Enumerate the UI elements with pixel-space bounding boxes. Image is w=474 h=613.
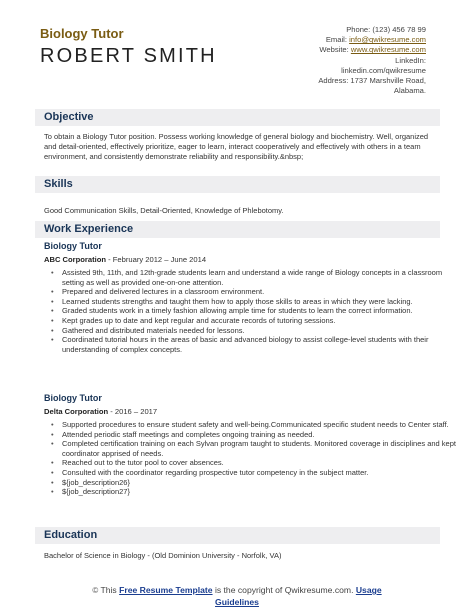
website-label: Website: xyxy=(319,45,351,55)
free-resume-template-link[interactable]: Free Resume Template xyxy=(119,585,213,595)
list-item: • Learned students strengths and taught them how to apply those skills to areas in which they were lacking. xyxy=(62,297,457,307)
list-item: • Prepared and delivered lectures in a classroom environment. xyxy=(62,287,457,297)
objective-text: To obtain a Biology Tutor position. Possess working knowledge of general biology and biochemistry. Well, organized and detail-oriented, effectively prioritize, eager to learn, interact cooperatively and effectively with others in a team environment, and consistently demonstrate reliability and responsibility.&nbsp; xyxy=(44,132,429,161)
email-link[interactable]: info@qwikresume.com xyxy=(349,35,426,45)
skills-text: Good Communication Skills, Detail-Oriented, Knowledge of Phlebotomy. xyxy=(44,206,284,215)
website-link[interactable]: www.qwikresume.com xyxy=(350,45,426,55)
list-item: • Supported procedures to ensure student safety and well-being.Communicated specific student needs to Center staff. xyxy=(62,420,457,430)
email-label: Email: xyxy=(325,35,350,45)
job-2-bullets xyxy=(44,420,457,497)
job-2-title: Biology Tutor xyxy=(44,393,102,403)
email-line xyxy=(206,35,426,45)
list-item: • Attended periodic staff meetings and completes ongoing training as needed. xyxy=(62,430,457,440)
linkedin-label: LinkedIn: xyxy=(395,55,426,65)
education-text: Bachelor of Science in Biology - (Old Dominion University - Norfolk, VA) xyxy=(44,551,282,560)
candidate-name: ROBERT SMITH xyxy=(40,45,217,67)
address-line-1: Address: 1737 Marshville Road, xyxy=(318,76,426,86)
footer-middle: is the copyright of Qwikresume.com. xyxy=(212,585,356,595)
list-item: • ${job_description26} xyxy=(62,478,457,488)
job-1-company: ABC Corporation xyxy=(44,255,107,264)
list-item: • Completed certification training on each Sylvan program taught to students. Monitored coverage in disciplines and kept coordinator apprised of needs. xyxy=(62,439,457,458)
footer-line-1 xyxy=(0,585,474,597)
list-item: • Consulted with the coordinator regarding prospective tutor competency in the subject matter. xyxy=(62,468,457,478)
job-1-dates: - February 2012 – June 2014 xyxy=(106,255,207,264)
list-item: • Reached out to the tutor pool to cover absences. xyxy=(62,458,457,468)
education-heading: Education xyxy=(44,529,98,541)
contact-block xyxy=(206,25,426,96)
objective-section-bar xyxy=(35,109,440,126)
objective-heading: Objective xyxy=(44,111,94,123)
list-item: • Graded students work in a timely fashion allowing ample time for students to learn the correct information. xyxy=(62,306,457,316)
list-item: • ${job_description27} xyxy=(62,487,457,497)
usage-guidelines-link-part1[interactable]: Usage xyxy=(355,585,382,595)
footer-prefix: This xyxy=(100,585,120,595)
job-2-company: Delta Corporation xyxy=(44,407,109,416)
work-heading: Work Experience xyxy=(44,223,134,235)
resume-job-title: Biology Tutor xyxy=(40,26,124,41)
list-item: • Gathered and distributed materials needed for lessons. xyxy=(62,326,457,336)
skills-heading: Skills xyxy=(44,178,73,190)
website-line xyxy=(206,45,426,55)
job-2-company-line xyxy=(44,407,157,416)
linkedin-value: linkedin.com/qwikresume xyxy=(341,65,426,75)
job-1-company-line xyxy=(44,255,206,264)
job-1-bullets xyxy=(44,268,457,354)
skills-section-bar xyxy=(35,176,440,193)
address-line-2: Alabama. xyxy=(393,86,426,96)
list-item: • Assisted 9th, 11th, and 12th-grade students learn and understand a wide range of Biology concepts in a classroom setting as well as provided one-on-one attention. xyxy=(62,268,457,287)
job-2-dates: - 2016 – 2017 xyxy=(108,407,158,416)
copyright-icon: © xyxy=(92,586,99,595)
job-1-title: Biology Tutor xyxy=(44,241,102,251)
footer xyxy=(0,585,474,607)
footer-line-2 xyxy=(0,597,474,608)
usage-guidelines-link-part2[interactable]: Guidelines xyxy=(215,596,259,607)
list-item: • Kept grades up to date and kept regular and accurate records of tutoring sessions. xyxy=(62,316,457,326)
phone-line: Phone: (123) 456 78 99 xyxy=(346,25,426,34)
list-item: • Coordinated tutorial hours in the areas of basic and advanced biology to assist college-level students with their understanding of complex concepts. xyxy=(62,335,457,354)
